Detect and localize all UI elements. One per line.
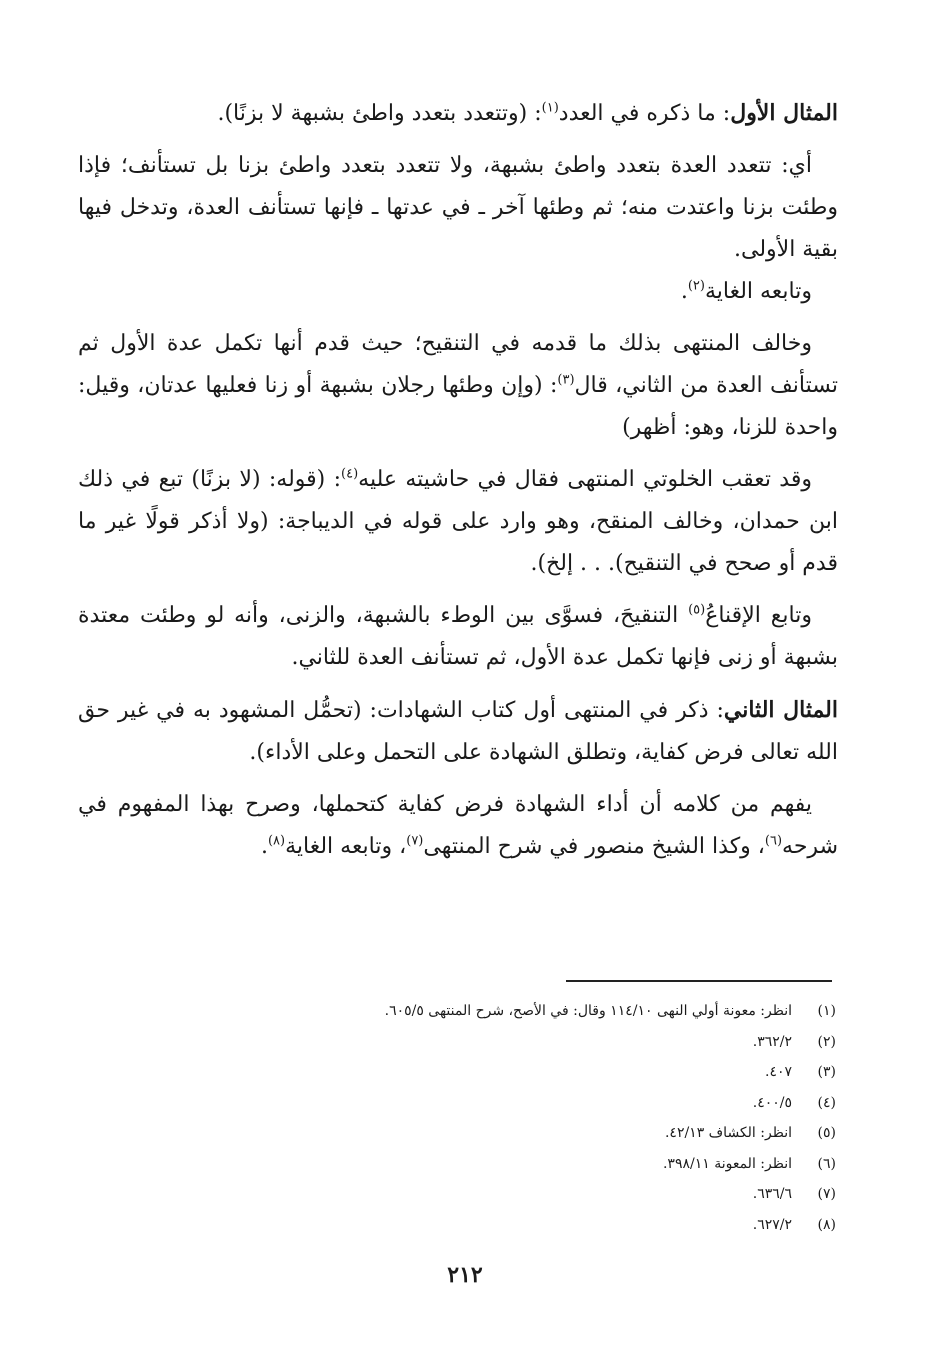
footnote-divider bbox=[566, 980, 832, 982]
text: التنقيحَ، فسوَّى بين الوطء بالشبهة، والزنى، وأنه لو وطئت معتدة بشبهة أو زنى فإنها تكمل عدة الأول، ثم تستأنف العدة للثاني. bbox=[78, 603, 838, 670]
paragraph-ghaya bbox=[78, 271, 838, 313]
text: : ما ذكره في العدد bbox=[558, 101, 731, 126]
text: وقد تعقب الخلوتي المنتهى فقال في حاشيته عليه bbox=[358, 467, 812, 492]
footnote-ref: (٢) bbox=[687, 278, 705, 294]
footnote-text: انظر: معونة أولي النهى ١١٤/١٠ وقال: في الأصح، شرح المنتهى ٦٠٥/٥. bbox=[384, 1003, 792, 1019]
main-text bbox=[78, 92, 838, 878]
footnote-text: انظر: الكشاف ٤٢/١٣. bbox=[664, 1125, 792, 1141]
footnote-text: ٤٠٠/٥. bbox=[752, 1094, 792, 1111]
footnote-number: (٥) bbox=[817, 1125, 836, 1141]
footnote-number: (٧) bbox=[817, 1186, 836, 1202]
paragraph-example-1 bbox=[78, 92, 838, 135]
footnote-ref: (٨) bbox=[267, 833, 286, 849]
paragraph-iqna bbox=[78, 595, 838, 679]
text: : (قوله: (لا بزنًا) تبع في ذلك ابن حمدان، وخالف المنقح، وهو وارد على قوله في الديباجة: (ولا أذكر قولًا غير ما قدم أو صحح في التنقيح). . . إلخ). bbox=[78, 467, 838, 576]
paragraph-tanqih bbox=[78, 323, 838, 449]
text: وتابع الإقناعُ bbox=[705, 603, 812, 628]
footnote-item bbox=[116, 996, 836, 1027]
footnote-item bbox=[116, 1179, 836, 1210]
text: أي: تتعدد العدة بتعدد واطئ بشبهة، ولا تتعدد بتعدد واطئ بزنا بل تستأنف؛ فإذا وطئت بزنا واعتدت منه؛ ثم وطئها آخر ـ في عدتها ـ فإنها تستأنف العدة، وتدخل فيها بقية الأولى. bbox=[78, 153, 838, 262]
footnotes bbox=[116, 996, 836, 1240]
footnote-item bbox=[116, 1149, 836, 1180]
paragraph-explanation bbox=[78, 145, 838, 271]
footnote-number: (٨) bbox=[817, 1216, 836, 1233]
footnote-text: ٦٣٦/٦. bbox=[752, 1186, 792, 1202]
footnote-item bbox=[116, 1118, 836, 1149]
footnote-item bbox=[116, 1210, 836, 1241]
text: : (وإن وطئها رجلان بشبهة أو زنا فعليها عدتان، وقيل: واحدة للزنا، وهو: أظهر) bbox=[78, 373, 838, 440]
footnote-number: (١) bbox=[817, 1003, 836, 1019]
footnote-item bbox=[116, 1027, 836, 1058]
page-number: ٢١٢ bbox=[447, 1262, 483, 1288]
paragraph-understood bbox=[78, 784, 838, 868]
text: يفهم من كلامه أن أداء الشهادة فرض كفاية كتحملها، وصرح بهذا المفهوم في شرحه bbox=[78, 792, 838, 859]
footnote-ref: (١) bbox=[541, 100, 559, 116]
heading-second-example: المثال الثاني bbox=[723, 697, 839, 723]
text: ، وكذا الشيخ منصور في شرح المنتهى bbox=[423, 834, 765, 859]
text: : (وتتعدد بتعدد واطئ بشبهة لا بزنًا). bbox=[217, 101, 542, 126]
text: . bbox=[260, 834, 268, 859]
footnote-number: (٢) bbox=[817, 1033, 836, 1050]
footnote-ref: (٧) bbox=[406, 833, 424, 849]
footnote-text: ٣٦٢/٢. bbox=[752, 1033, 792, 1050]
footnote-number: (٣) bbox=[817, 1064, 836, 1080]
footnote-ref: (٦) bbox=[764, 833, 783, 849]
text: ، وتابعه الغاية bbox=[285, 834, 407, 859]
footnote-text: ٦٢٧/٢. bbox=[752, 1216, 792, 1233]
text: وتابعه الغاية bbox=[704, 279, 812, 304]
footnote-ref: (٥) bbox=[688, 602, 706, 618]
text: . bbox=[680, 279, 688, 304]
footnote-item bbox=[116, 1057, 836, 1088]
paragraph-khalwati bbox=[78, 459, 838, 585]
footnote-text: ٤٠٧. bbox=[764, 1064, 792, 1080]
footnote-number: (٤) bbox=[817, 1094, 836, 1111]
footnote-ref: (٣) bbox=[557, 372, 575, 388]
footnote-number: (٦) bbox=[817, 1155, 836, 1172]
footnote-item bbox=[116, 1088, 836, 1119]
text: وخالف المنتهى بذلك ما قدمه في التنقيح؛ حيث قدم أنها تكمل عدة الأول ثم تستأنف العدة من الثاني، قال bbox=[78, 331, 838, 398]
footnote-text: انظر: المعونة ٣٩٨/١١. bbox=[662, 1155, 792, 1172]
paragraph-example-2 bbox=[78, 689, 838, 774]
footnote-ref: (٤) bbox=[341, 466, 359, 482]
heading-first-example: المثال الأول bbox=[730, 100, 838, 126]
text: : ذكر في المنتهى أول كتاب الشهادات: (تحمُّل المشهود به في غير حق الله تعالى فرض كفاية، وتطلق الشهادة على التحمل وعلى الأداء). bbox=[78, 698, 838, 765]
